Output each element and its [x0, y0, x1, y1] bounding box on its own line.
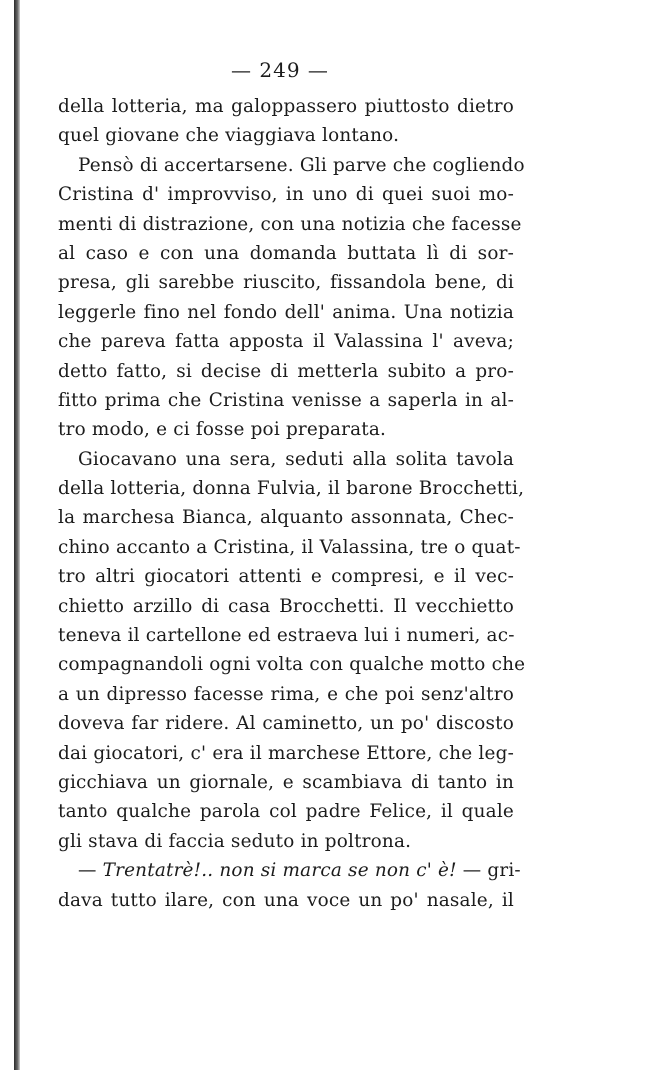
text-line: teneva il cartellone ed estraeva lui i numeri, ac- — [58, 625, 515, 647]
text-line: detto fatto, si decise di metterla subito a pro- — [58, 360, 514, 382]
text-line: Cristina d' improvviso, in uno di quei suoi mo- — [58, 184, 514, 206]
text-line: a un dipresso facesse rima, e che poi senz'altro — [58, 683, 514, 705]
dialogue-line — [58, 856, 521, 885]
text-line: presa, gli sarebbe riuscito, fissandola bene, di — [58, 272, 514, 294]
text-line: dai giocatori, c' era il marchese Ettore, che leg- — [58, 742, 514, 764]
page-number: — 249 — — [231, 58, 329, 82]
text-line: gli stava di faccia seduto in poltrona. — [58, 830, 412, 852]
text-line: doveva far ridere. Al caminetto, un po' discosto — [58, 713, 514, 735]
text-line: al caso e con una domanda buttata lì di sor- — [58, 242, 514, 264]
text-line: tanto qualche parola col padre Felice, il quale — [58, 801, 514, 823]
text-line: della lotteria, donna Fulvia, il barone Brocchetti, — [58, 478, 525, 500]
text-line: la marchesa Bianca, alquanto assonnata, Chec- — [58, 507, 514, 529]
text-line: chino accanto a Cristina, il Valassina, tre o quat- — [58, 536, 521, 558]
text-line: compagnandoli ogni volta con qualche motto che — [58, 654, 526, 676]
text-line: tro modo, e ci fosse poi preparata. — [58, 419, 387, 441]
text-line: tro altri giocatori attenti e compresi, e il vec- — [58, 566, 514, 588]
dialogue-tail: — gri- — [456, 860, 521, 882]
text-line: fitto prima che Cristina venisse a saperla in al- — [58, 389, 514, 411]
text-line: chietto arzillo di casa Brocchetti. Il vecchietto — [58, 595, 514, 617]
text-line: della lotteria, ma galoppassero piuttosto dietro — [58, 96, 514, 117]
dialogue-dash: — — [78, 860, 103, 882]
text-line: gicchiava un giornale, e scambiava di tanto in — [58, 771, 514, 793]
paragraph-start-line: Pensò di accertarsene. Gli parve che cogliendo — [78, 154, 525, 176]
dialogue-italic: Trentatrè!.. non si marca se non c' è! — [102, 860, 457, 882]
text-line: quel giovane che viaggiava lontano. — [58, 125, 400, 147]
body-text — [58, 92, 526, 915]
text-line: menti di distrazione, con una notizia che facesse — [58, 213, 522, 235]
text-line: che pareva fatta apposta il Valassina l' aveva; — [58, 331, 514, 353]
paragraph-start-line: Giocavano una sera, seduti alla solita tavola — [78, 448, 514, 470]
text-line: leggerle fino nel fondo dell' anima. Una notizia — [58, 301, 514, 323]
text-line: dava tutto ilare, con una voce un po' nasale, il — [58, 889, 514, 911]
